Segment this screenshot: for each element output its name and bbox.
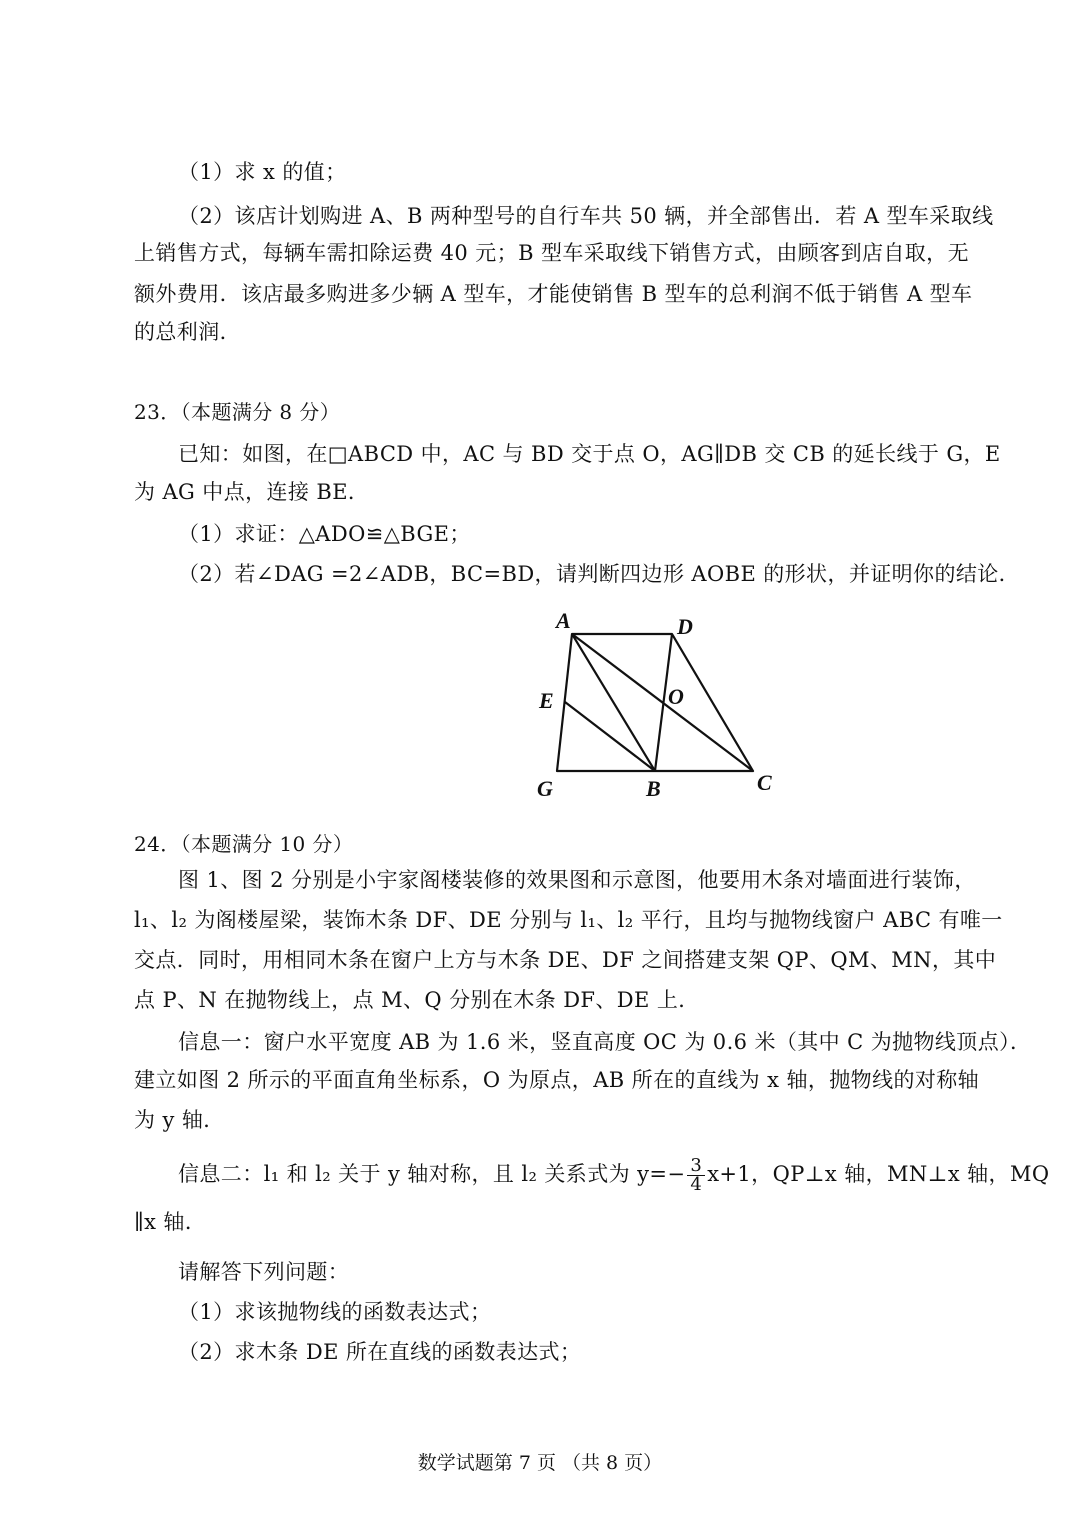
q23-given-line1: 已知：如图，在□ABCD 中，AC 与 BD 交于点 O，AG∥DB 交 CB 的延长线于 G，E [178, 442, 1001, 466]
q24-heading: 24．（本题满分 10 分） [134, 832, 354, 856]
q24-info2-pre: 信息二：l₁ 和 l₂ 关于 y 轴对称，且 l₂ 关系式为 y=− [178, 1162, 686, 1186]
q22-part2-line2: 上销售方式，每辆车需扣除运费 40 元；B 型车采取线下销售方式，由顾客到店自取，无 [134, 241, 969, 265]
q22-part2-line3: 额外费用．该店最多购进多少辆 A 型车，才能使销售 B 型车的总利润不低于销售 A 型车 [134, 282, 973, 306]
segment-EB [565, 702, 655, 771]
q24-info2-line2: ∥x 轴． [134, 1210, 207, 1234]
q24-intro-line2: l₁、l₂ 为阁楼屋梁，装饰木条 DF、DE 分别与 l₁、l₂ 平行，且均与抛物线窗户 ABC 有唯一 [134, 908, 1003, 932]
label-A: A [556, 608, 571, 633]
q24-ask: 请解答下列问题： [178, 1260, 350, 1284]
q22-part1: （1）求 x 的值； [178, 160, 347, 184]
label-O: O [668, 684, 684, 709]
label-C: C [757, 770, 772, 795]
fraction-denominator: 4 [690, 1174, 703, 1195]
fraction-three-quarters [687, 1157, 705, 1194]
q23-heading: 23．（本题满分 8 分） [134, 400, 341, 424]
label-B: B [646, 776, 661, 801]
q24-info2-line1 [178, 1146, 1049, 1202]
q24-info1-line3: 为 y 轴． [134, 1108, 225, 1132]
q24-part1: （1）求该抛物线的函数表达式； [178, 1300, 492, 1324]
page-footer: 数学试题第 7 页 （共 8 页） [417, 1452, 663, 1474]
q24-part2: （2）求木条 DE 所在直线的函数表达式； [178, 1340, 582, 1364]
q23-part2: （2）若∠DAG =2∠ADB，BC=BD，请判断四边形 AOBE 的形状，并证明你的结论． [178, 562, 1021, 586]
q24-intro-line4: 点 P、N 在抛物线上，点 M、Q 分别在木条 DF、DE 上． [134, 988, 700, 1012]
parallelogram-figure [520, 604, 790, 804]
q24-info1-line1: 信息一：窗户水平宽度 AB 为 1.6 米，竖直高度 OC 为 0.6 米（其中 C 为抛物线顶点）． [178, 1030, 1032, 1054]
q22-part2-line4: 的总利润． [134, 320, 241, 344]
segment-AB [572, 634, 655, 771]
label-G: G [537, 776, 553, 801]
q24-intro-line3: 交点．同时，用相同木条在窗户上方与木条 DE、DF 之间搭建支架 QP、QM、MN，其中 [134, 948, 997, 972]
q23-part1: （1）求证：△ADO≌△BGE； [178, 522, 471, 546]
q23-given-line2: 为 AG 中点，连接 BE． [134, 480, 370, 504]
q22-part2-line1: （2）该店计划购进 A、B 两种型号的自行车共 50 辆，并全部售出．若 A 型车采取线 [178, 204, 994, 228]
q24-intro-line1: 图 1、图 2 分别是小宇家阁楼装修的效果图和示意图，他要用木条对墙面进行装饰， [178, 868, 976, 892]
fraction-numerator: 3 [687, 1157, 705, 1176]
label-D: D [677, 614, 693, 639]
outer-quadrilateral-AGCD [557, 634, 753, 771]
q24-info1-line2: 建立如图 2 所示的平面直角坐标系，O 为原点，AB 所在的直线为 x 轴，抛物线的对称轴 [134, 1068, 980, 1092]
q24-info2-post: x+1，QP⊥x 轴，MN⊥x 轴，MQ [707, 1162, 1050, 1186]
label-E: E [539, 688, 554, 713]
